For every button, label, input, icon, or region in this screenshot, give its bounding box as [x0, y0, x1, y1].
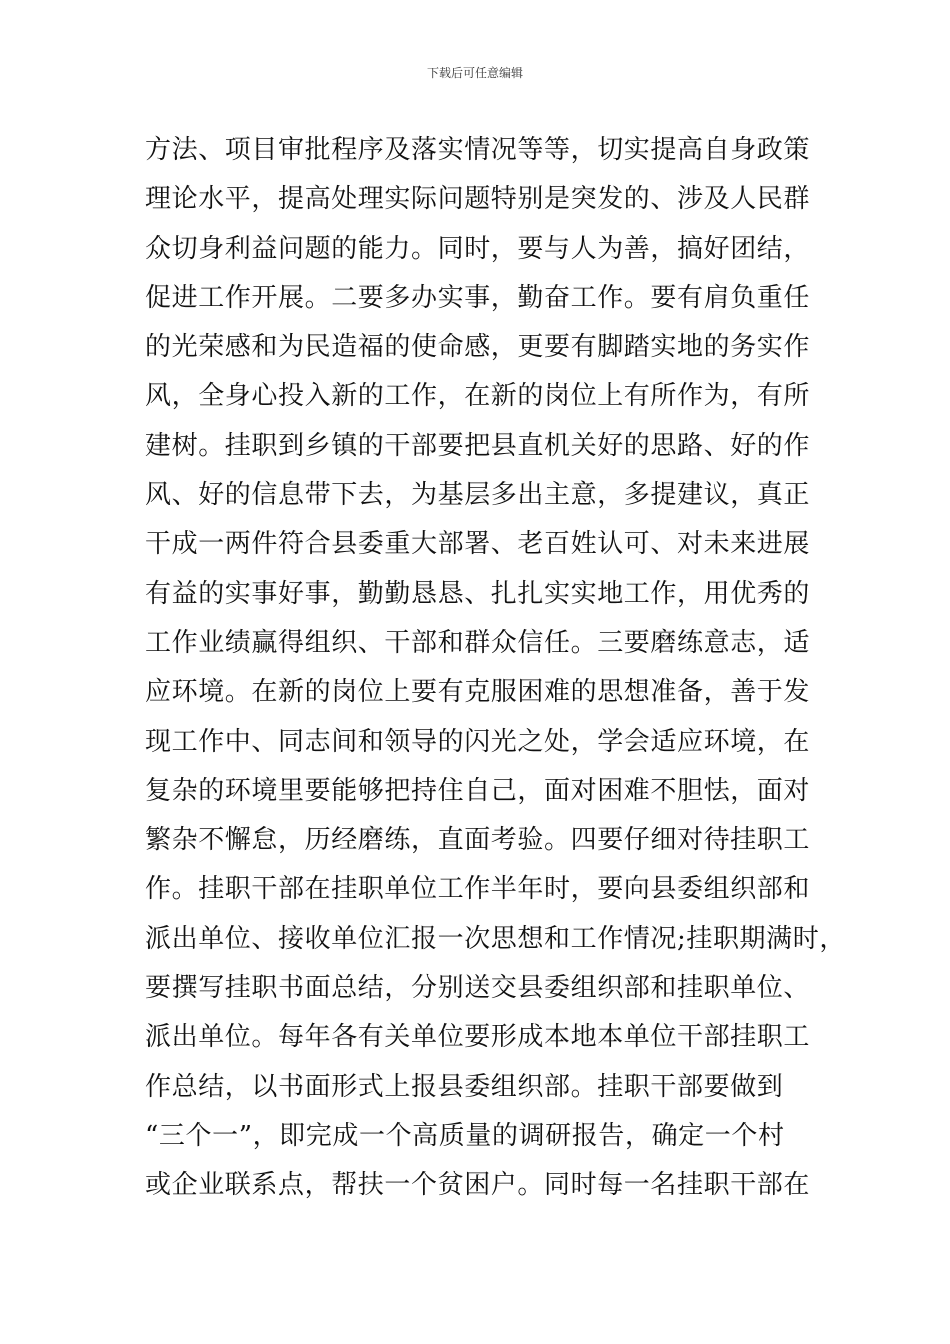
text-line: 或企业联系点，帮扶一个贫困户。同时每一名挂职干部在: [145, 1170, 811, 1201]
text-line: 复杂的环境里要能够把持住自己，面对困难不胆怯，面对: [145, 775, 811, 806]
text-line: 派出单位、接收单位汇报一次思想和工作情况;挂职期满时，: [145, 923, 846, 954]
text-line: 促进工作开展。二要多办实事，勤奋工作。要有肩负重任: [145, 282, 811, 313]
text-line: 干成一两件符合县委重大部署、老百姓认可、对未来进展: [145, 529, 811, 560]
text-line: 众切身利益问题的能力。同时，要与人为善，搞好团结，: [145, 233, 811, 264]
document-body: [145, 126, 845, 1211]
text-line: 现工作中、同志间和领导的闪光之处，学会适应环境，在: [145, 726, 811, 757]
text-line: 有益的实事好事，勤勤恳恳、扎扎实实地工作，用优秀的: [145, 578, 811, 609]
text-line: 理论水平，提高处理实际问题特别是突发的、涉及人民群: [145, 184, 811, 215]
text-line: “三个一”，即完成一个高质量的调研报告，确定一个村: [145, 1120, 785, 1151]
text-line: 风、好的信息带下去，为基层多出主意，多提建议，真正: [145, 480, 811, 511]
text-line: 派出单位。每年各有关单位要形成本地本单位干部挂职工: [145, 1022, 811, 1053]
text-line: 建树。挂职到乡镇的干部要把县直机关好的思路、好的作: [145, 430, 811, 461]
text-line: 作。挂职干部在挂职单位工作半年时，要向县委组织部和: [145, 874, 811, 905]
text-line: 工作业绩赢得组织、干部和群众信任。三要磨练意志，适: [145, 627, 811, 658]
text-line: 繁杂不懈怠，历经磨练，直面考验。四要仔细对待挂职工: [145, 825, 811, 856]
text-line: 作总结，以书面形式上报县委组织部。挂职干部要做到: [145, 1071, 784, 1102]
text-line: 风，全身心投入新的工作，在新的岗位上有所作为，有所: [145, 381, 811, 412]
text-line: 要撰写挂职书面总结，分别送交县委组织部和挂职单位、: [145, 973, 811, 1004]
text-line: 应环境。在新的岗位上要有克服困难的思想准备，善于发: [145, 677, 811, 708]
page-header: 下载后可任意编辑: [426, 66, 523, 80]
text-line: 方法、项目审批程序及落实情况等等，切实提高自身政策: [145, 135, 811, 165]
text-line: 的光荣感和为民造福的使命感，更要有脚踏实地的务实作: [145, 332, 811, 363]
